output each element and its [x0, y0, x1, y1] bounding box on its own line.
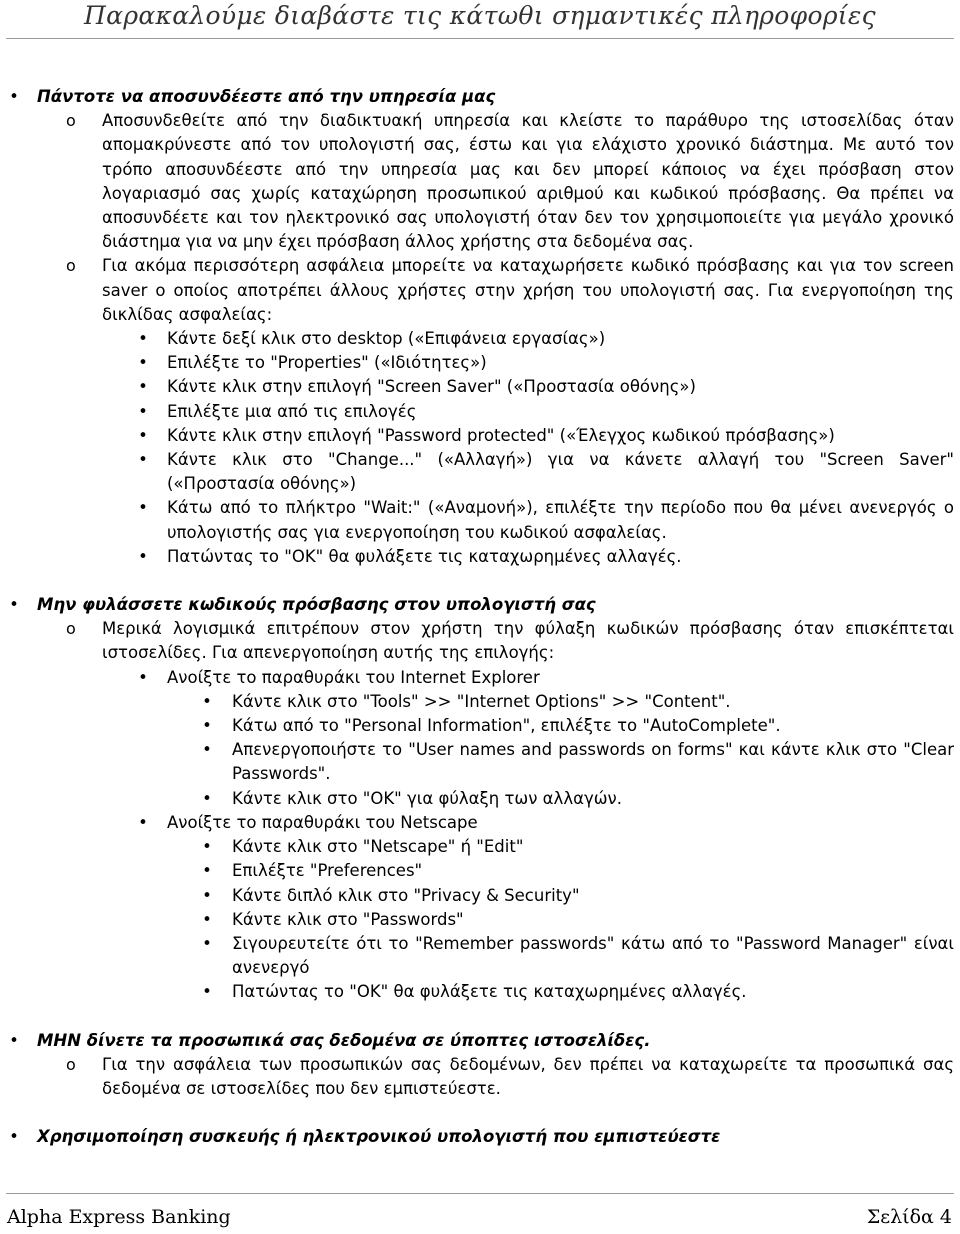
list-item-text: Κάντε κλικ στο "Netscape" ή "Edit": [232, 837, 524, 857]
list-item-text: Κάντε κλικ στο "OK" για φύλαξη των αλλαγών.: [232, 788, 622, 808]
bullet-icon: •: [202, 716, 212, 736]
section-heading-row: [4, 593, 954, 617]
page-number: Σελίδα 4: [866, 1206, 952, 1228]
sub-list-item: [4, 714, 954, 738]
list-item: [4, 351, 954, 375]
bullet-icon: •: [138, 377, 148, 397]
bullet-icon: •: [138, 667, 148, 687]
bullet-icon: •: [138, 546, 148, 566]
circle-bullet-icon: o: [66, 1054, 76, 1074]
bullet-icon: •: [138, 498, 148, 518]
paragraph-text: Αποσυνδεθείτε από την διαδικτυακή υπηρεσία και κλείστε το παράθυρο της ιστοσελίδας όταν απομακρύνεστε από τον υπολογιστή σας, έστω και για ελάχιστο χρονικό διάστημα. Με αυτό τον τρόπο αποσυνδέεστε από την υπηρεσία μας και δεν μπορεί κάποιος να έχει πρόσβαση στον λογαριασμό σας χωρίς καταχώρηση προσωπικού αριθμού και κωδικού πρόσβασης. Θα πρέπει να αποσυνδέετε και τον ηλεκτρονικό σας υπολογιστή όταν δεν τον χρησιμοποιείτε για μεγάλο χρονικό διάστημα για να μην έχει πρόσβαση άλλος χρήστης στα δεδομένα σας.: [102, 111, 954, 252]
bullet-icon: •: [202, 788, 212, 808]
list-item-netscape: [4, 811, 954, 835]
list-item-text: Κάντε κλικ στην επιλογή "Password protected" («Έλεγχος κωδικού πρόσβασης»): [167, 425, 835, 445]
circle-bullet-icon: o: [66, 256, 76, 276]
list-item-text: Επιλέξτε μια από τις επιλογές: [167, 401, 417, 421]
bullet-icon: •: [202, 691, 212, 711]
bullet-icon: •: [202, 861, 212, 881]
list-item: [4, 327, 954, 351]
document-body: [4, 85, 954, 1149]
paragraph-text: Μερικά λογισμικά επιτρέπουν στον χρήστη την φύλαξη κωδικών πρόσβασης όταν επισκέπτεται ιστοσελίδες. Για απενεργοποίηση αυτής της επιλογής:: [102, 619, 954, 663]
list-item: [4, 448, 954, 496]
sub-list-item: [4, 980, 954, 1004]
bullet-icon: •: [202, 933, 212, 953]
list-item: [4, 545, 954, 569]
list-item: [4, 424, 954, 448]
list-item-text: Απενεργοποιήστε το "User names and passwords on forms" και κάντε κλικ στο "Clear Passwords".: [232, 740, 954, 784]
sub-list-item: [4, 738, 954, 786]
page-title: Παρακαλούμε διαβάστε τις κάτωθι σημαντικές πληροφορίες: [84, 1, 876, 30]
bullet-icon: •: [9, 1127, 19, 1147]
list-item-text: Πατώντας το "OK" θα φυλάξετε τις καταχωρημένες αλλαγές.: [167, 546, 682, 566]
paragraph-text: Για την ασφάλεια των προσωπικών σας δεδομένων, δεν πρέπει να καταχωρείτε τα προσωπικά σας δεδομένα σε ιστοσελίδες που δεν εμπιστεύεστε.: [102, 1054, 954, 1098]
sub-list-item: [4, 787, 954, 811]
paragraph-text: Για ακόμα περισσότερη ασφάλεια μπορείτε να καταχωρήσετε κωδικό πρόσβασης και για τον screen saver ο οποίος αποτρέπει άλλους χρήστες στην χρήση του υπολογιστή σας. Για ενεργοποίηση της δικλίδας ασφαλείας:: [102, 256, 954, 324]
section-personal-data: [4, 1029, 954, 1102]
bullet-icon: •: [9, 87, 19, 106]
paragraph-item: [4, 109, 954, 254]
bullet-icon: •: [138, 401, 148, 421]
list-item-text: Κάντε κλικ στην επιλογή "Screen Saver" («Προστασία οθόνης»): [167, 377, 696, 397]
list-item-text: Κάτω από το πλήκτρο "Wait:" («Αναμονή»), επιλέξτε την περίοδο που θα μένει ανενεργός ο υπολογιστής σας για ενεργοποίηση του κωδικού ασφαλείας.: [167, 498, 954, 542]
list-item-text: Σιγουρευτείτε ότι το "Remember passwords" κάτω από το "Password Manager" είναι ανενεργό: [232, 933, 954, 978]
section-heading-row: [4, 85, 954, 109]
sub-list-item: [4, 908, 954, 932]
list-item-text: Ανοίξτε το παραθυράκι του Internet Explorer: [167, 667, 540, 687]
bullet-icon: •: [9, 595, 19, 615]
list-item-text: Κάτω από το "Personal Information", επιλέξτε το "AutoComplete".: [232, 716, 781, 736]
bullet-icon: •: [202, 885, 212, 905]
section-heading: Μην φυλάσσετε κωδικούς πρόσβασης στον υπολογιστή σας: [37, 595, 596, 615]
list-item-text: Κάντε κλικ στο "Passwords": [232, 909, 464, 929]
sub-list-item: [4, 835, 954, 859]
list-item-text: Κάντε διπλό κλικ στο "Privacy & Security": [232, 885, 580, 905]
section-heading: Πάντοτε να αποσυνδέεστε από την υπηρεσία μας: [37, 87, 496, 106]
bullet-icon: •: [138, 329, 148, 349]
section-no-saved-passwords: [4, 593, 954, 1004]
sub-list-item: [4, 884, 954, 908]
bullet-icon: •: [138, 353, 148, 373]
list-item-text: Κάντε κλικ στο "Change..." («Αλλαγή») για να κάνετε αλλαγή του "Screen Saver" («Προστασία οθόνης»): [167, 450, 954, 494]
bullet-icon: •: [138, 450, 148, 470]
list-item-internet-explorer: [4, 666, 954, 690]
bullet-icon: •: [202, 740, 212, 760]
paragraph-item: [4, 617, 954, 665]
section-heading: ΜΗΝ δίνετε τα προσωπικά σας δεδομένα σε ύποπτες ιστοσελίδες.: [37, 1030, 651, 1050]
section-trusted-device: [4, 1125, 954, 1149]
section-always-log-out: [4, 85, 954, 569]
section-heading-row: [4, 1029, 954, 1053]
bullet-icon: •: [138, 425, 148, 445]
list-item-text: Πατώντας το "OK" θα φυλάξετε τις καταχωρημένες αλλαγές.: [232, 982, 747, 1002]
list-item: [4, 375, 954, 399]
bullet-icon: •: [202, 837, 212, 857]
paragraph-item: [4, 254, 954, 327]
list-item-text: Κάντε δεξί κλικ στο desktop («Επιφάνεια εργασίας»): [167, 329, 606, 349]
sub-list-item: [4, 932, 954, 980]
circle-bullet-icon: o: [66, 111, 76, 131]
bullet-icon: •: [9, 1030, 19, 1050]
list-item-text: Ανοίξτε το παραθυράκι του Netscape: [167, 812, 478, 832]
section-heading-row: [4, 1125, 954, 1149]
bullet-icon: •: [138, 812, 148, 832]
sub-list-item: [4, 690, 954, 714]
circle-bullet-icon: o: [66, 619, 76, 639]
footer-divider: [6, 1193, 954, 1194]
bullet-icon: •: [202, 982, 212, 1002]
section-heading: Χρησιμοποίηση συσκευής ή ηλεκτρονικού υπολογιστή που εμπιστεύεστε: [37, 1127, 721, 1147]
list-item-text: Επιλέξτε το "Properties" («Ιδιότητες»): [167, 353, 487, 373]
list-item-text: Επιλέξτε "Preferences": [232, 861, 423, 881]
footer-brand: Alpha Express Banking: [7, 1206, 231, 1228]
list-item: [4, 400, 954, 424]
bullet-icon: •: [202, 909, 212, 929]
list-item: [4, 496, 954, 544]
list-item-text: Κάντε κλικ στο "Tools" >> "Internet Options" >> "Content".: [232, 691, 731, 711]
paragraph-item: [4, 1053, 954, 1101]
sub-list-item: [4, 859, 954, 883]
header-divider: [6, 38, 954, 39]
